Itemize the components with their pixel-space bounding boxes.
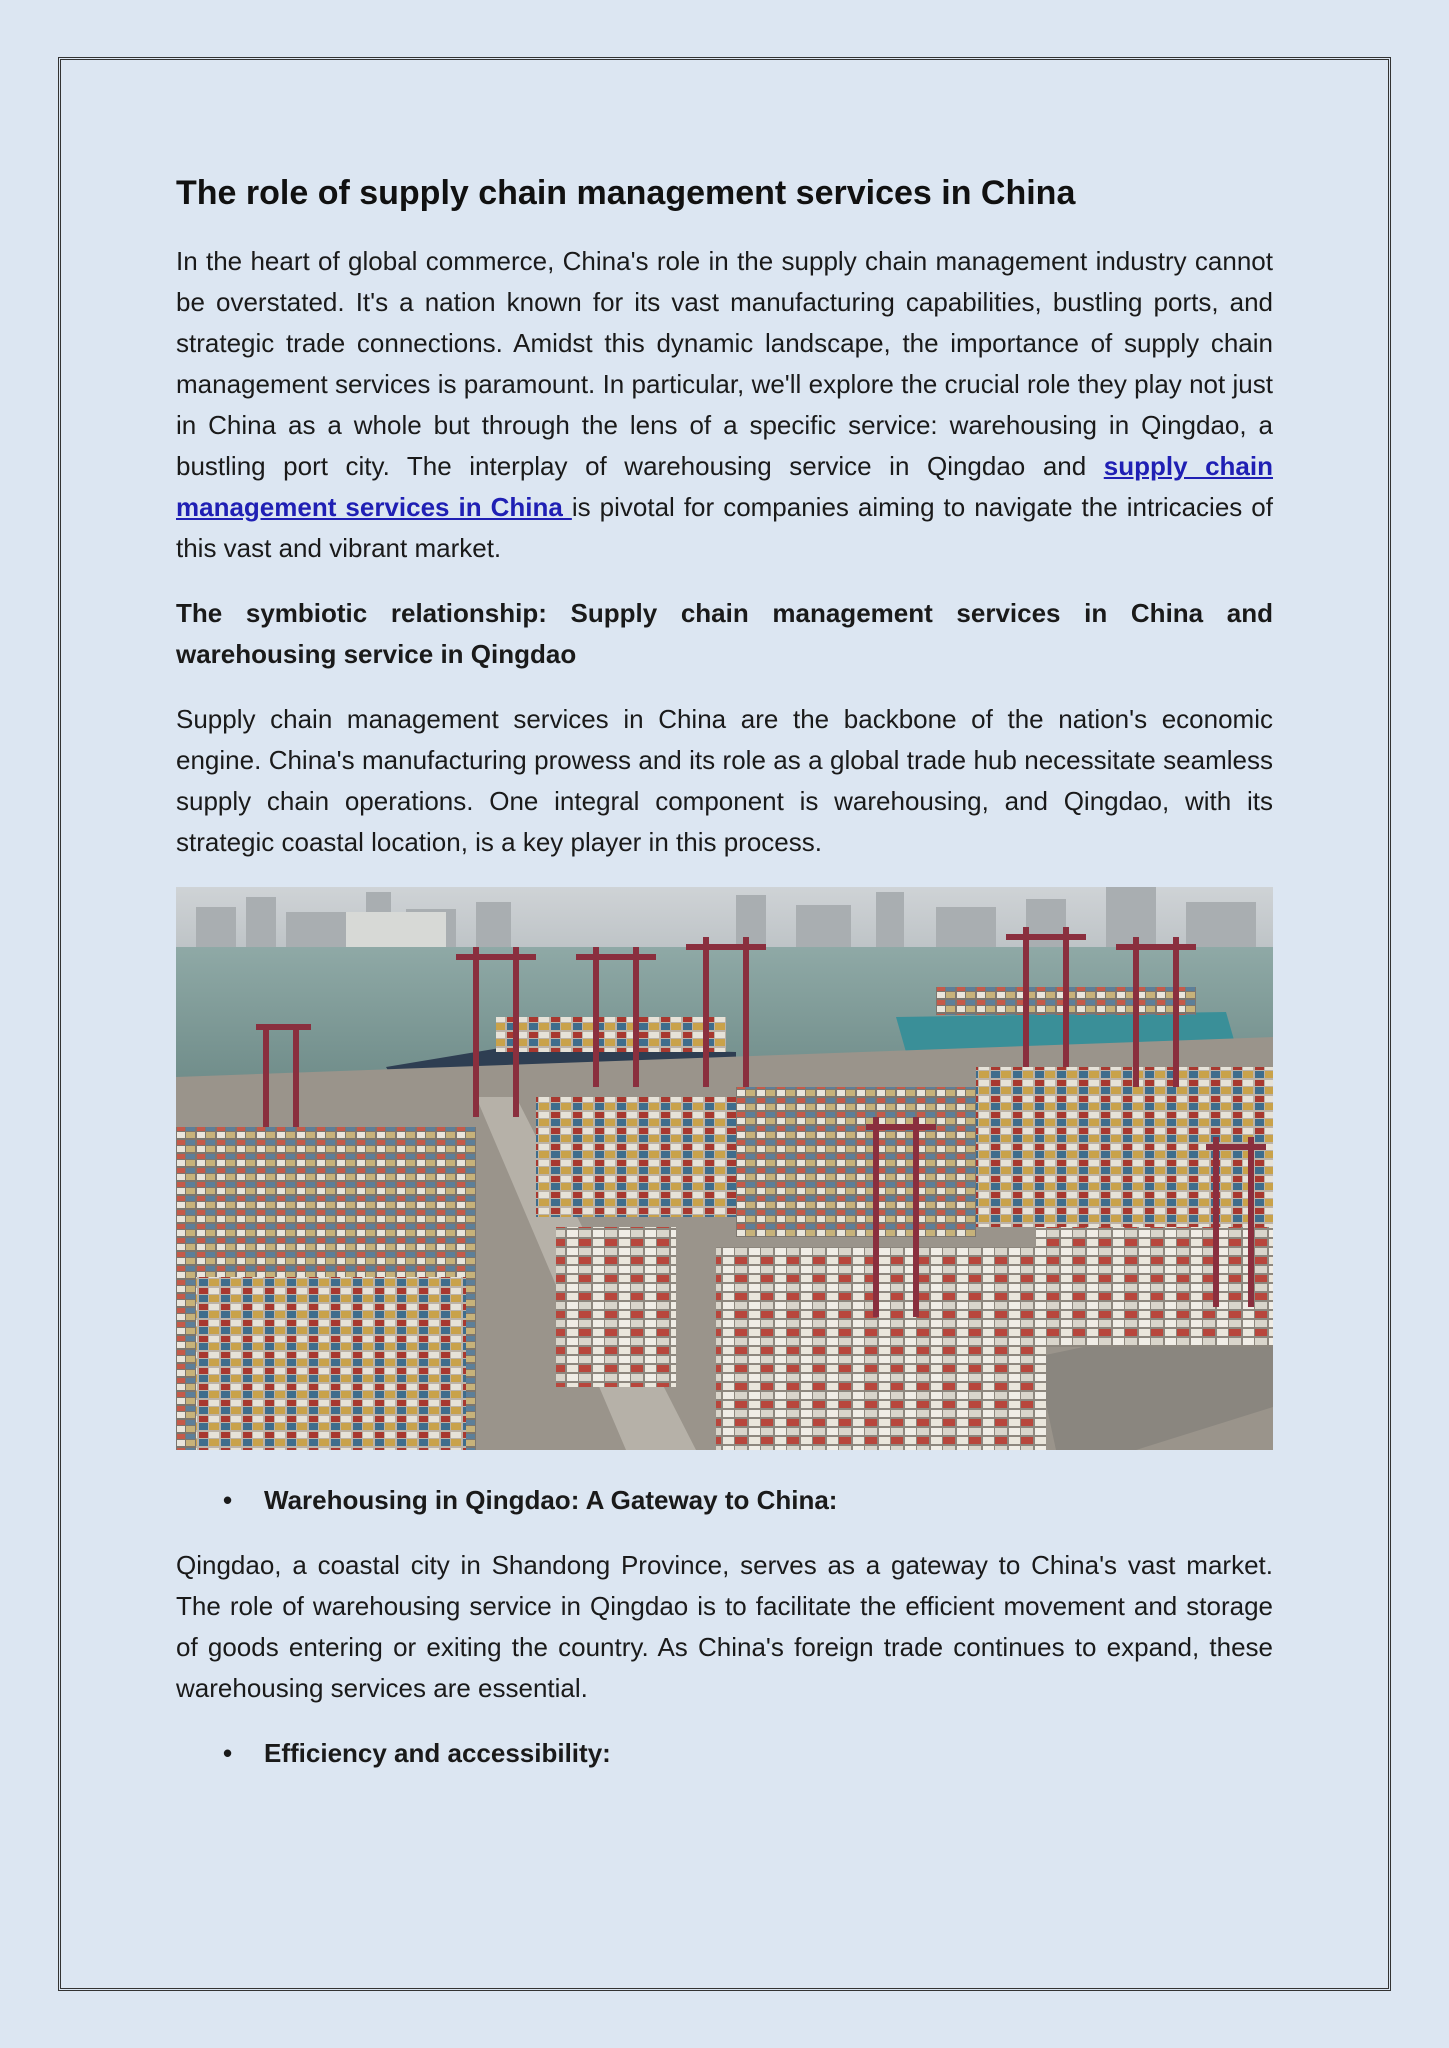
section2-paragraph: Qingdao, a coastal city in Shandong Province, serves as a gateway to China's vast market. The role of warehousing service in Qingdao is to facilitate the efficient movement and storage of goods entering or exiting the country. As China's foreign trade continues to expand, these warehousing services are essential. [176, 1549, 1273, 1703]
bullet-list-1 [176, 1480, 1273, 1521]
section1-paragraph: Supply chain management services in China are the backbone of the nation's economic engine. China's manufacturing prowess and its role as a global trade hub necessitate seamless supply chain operations. One integral component is warehousing, and Qingdao, with its strategic coastal location, is a key player in this process. [176, 703, 1273, 857]
list-item [176, 1733, 1273, 1774]
page-title: The role of supply chain management services in China [176, 174, 1076, 212]
list-item [176, 1480, 1273, 1521]
container-port-photo [176, 887, 1273, 1450]
intro-text-before-link: In the heart of global commerce, China's role in the supply chain management industry cannot be overstated. It's a nation known for its vast manufacturing capabilities, bustling ports, and strategic trade connections. Amidst this dynamic landscape, the importance of supply chain management services is paramount. In particular, we'll explore the crucial role they play not just in China as a whole but through the lens of a specific service: warehousing in Qingdao, a bustling port city. The interplay of warehousing service in Qingdao and [176, 245, 1273, 481]
intro-text-after-link: is pivotal for companies aiming to navigate the intricacies of this vast and vibrant market. [176, 491, 1273, 563]
bullet-glyph: • [223, 1737, 233, 1768]
bullet-warehousing-gateway: Warehousing in Qingdao: A Gateway to China: [264, 1484, 838, 1515]
section-heading-symbiotic: The symbiotic relationship: Supply chain management services in China and warehousing service in Qingdao [176, 597, 1273, 669]
document-content [176, 172, 1273, 1798]
intro-paragraph [176, 241, 1273, 569]
supply-chain-link[interactable]: supply chain management services in China [176, 450, 1273, 522]
bullet-list-2 [176, 1733, 1273, 1774]
bullet-glyph: • [223, 1484, 233, 1515]
bullet-efficiency: Efficiency and accessibility: [264, 1737, 611, 1768]
